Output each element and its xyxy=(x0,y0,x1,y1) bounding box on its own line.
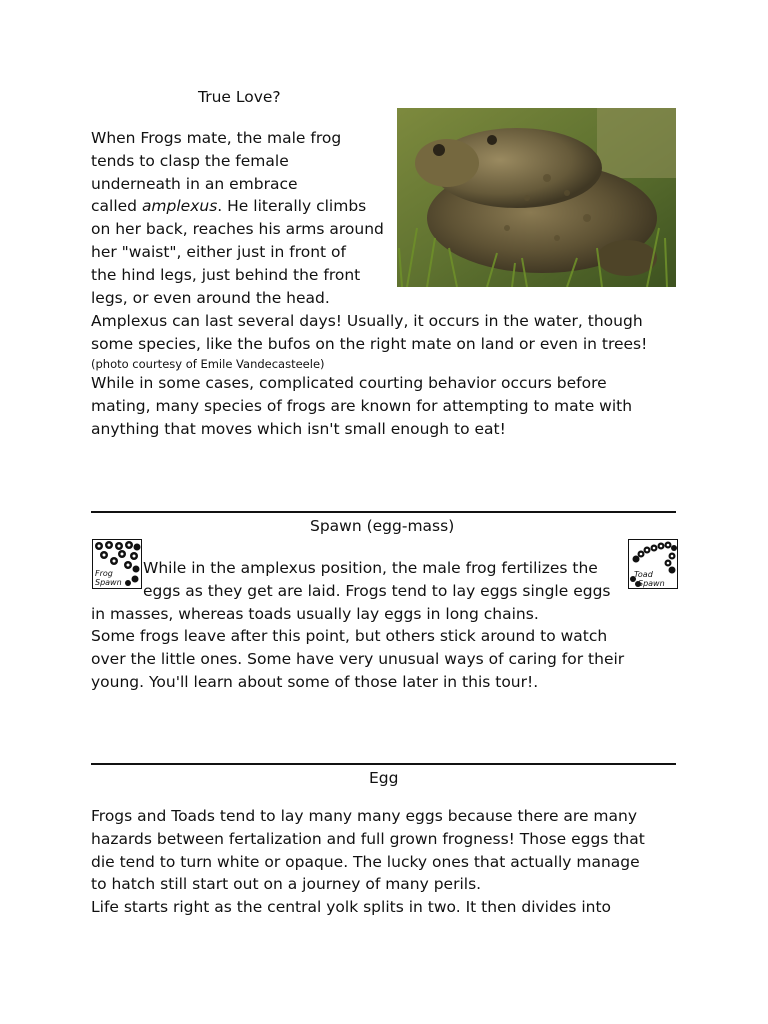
section-divider xyxy=(91,511,676,513)
text-line: die tend to turn white or opaque. The lucky ones that actually manage xyxy=(91,852,640,871)
text-line: some species, like the bufos on the right mate on land or even in trees! xyxy=(91,334,648,353)
text-line: her "waist", either just in front of xyxy=(91,242,346,261)
egg-paragraph xyxy=(91,805,691,919)
text-line: on her back, reaches his arms around xyxy=(91,220,384,239)
text-line xyxy=(91,195,391,218)
spawn-paragraph xyxy=(91,557,631,694)
text-line: anything that moves which isn't small enough to eat! xyxy=(91,419,506,438)
section-title-true-love: True Love? xyxy=(198,88,281,106)
text-line: While in the amplexus position, the male frog fertilizes the xyxy=(143,559,598,577)
amplexus-term: amplexus xyxy=(141,197,218,216)
text-line: Some frogs leave after this point, but others stick around to watch xyxy=(91,627,608,646)
text-line: Life starts right as the central yolk splits in two. It then divides into xyxy=(91,898,612,917)
text-line: While in some cases, complicated courting behavior occurs before xyxy=(91,374,607,392)
photo-credit: (photo courtesy of Emile Vandecasteele) xyxy=(91,357,325,371)
text-fragment: . He literally climbs xyxy=(217,197,367,216)
text-line: mating, many species of frogs are known for attempting to mate with xyxy=(91,396,633,415)
text-line: Frogs and Toads tend to lay many many eggs because there are many xyxy=(91,807,638,825)
text-line: to hatch still start out on a journey of many perils. xyxy=(91,875,482,894)
svg-text:Toad: Toad xyxy=(634,570,653,579)
courting-paragraph xyxy=(91,372,681,440)
text-line: in masses, whereas toads usually lay eggs in long chains. xyxy=(91,604,539,623)
svg-text:Spawn: Spawn xyxy=(638,579,665,588)
text-line: tends to clasp the female xyxy=(91,151,289,170)
text-line: eggs as they get are laid. Frogs tend to lay eggs single eggs xyxy=(143,581,611,600)
text-line: young. You'll learn about some of those later in this tour!. xyxy=(91,672,539,691)
svg-text:Spawn: Spawn xyxy=(95,578,122,587)
text-line: the hind legs, just behind the front xyxy=(91,265,361,284)
text-line: underneath in an embrace xyxy=(91,174,298,193)
toad-spawn-icon xyxy=(628,539,678,589)
intro-paragraph xyxy=(91,127,391,309)
text-line: When Frogs mate, the male frog xyxy=(91,129,342,147)
text-line: hazards between fertalization and full grown frogness! Those eggs that xyxy=(91,829,645,848)
section-title-egg: Egg xyxy=(369,769,399,787)
svg-text:Frog: Frog xyxy=(95,569,113,578)
text-fragment: called xyxy=(91,197,142,216)
toads-amplexus-photo xyxy=(397,108,676,287)
section-title-spawn: Spawn (egg-mass) xyxy=(310,517,455,535)
text-line: Amplexus can last several days! Usually, it occurs in the water, though xyxy=(91,312,643,330)
amplexus-paragraph xyxy=(91,310,681,356)
section-divider xyxy=(91,763,676,765)
text-line: legs, or even around the head. xyxy=(91,288,330,307)
text-line: over the little ones. Some have very unusual ways of caring for their xyxy=(91,650,625,669)
